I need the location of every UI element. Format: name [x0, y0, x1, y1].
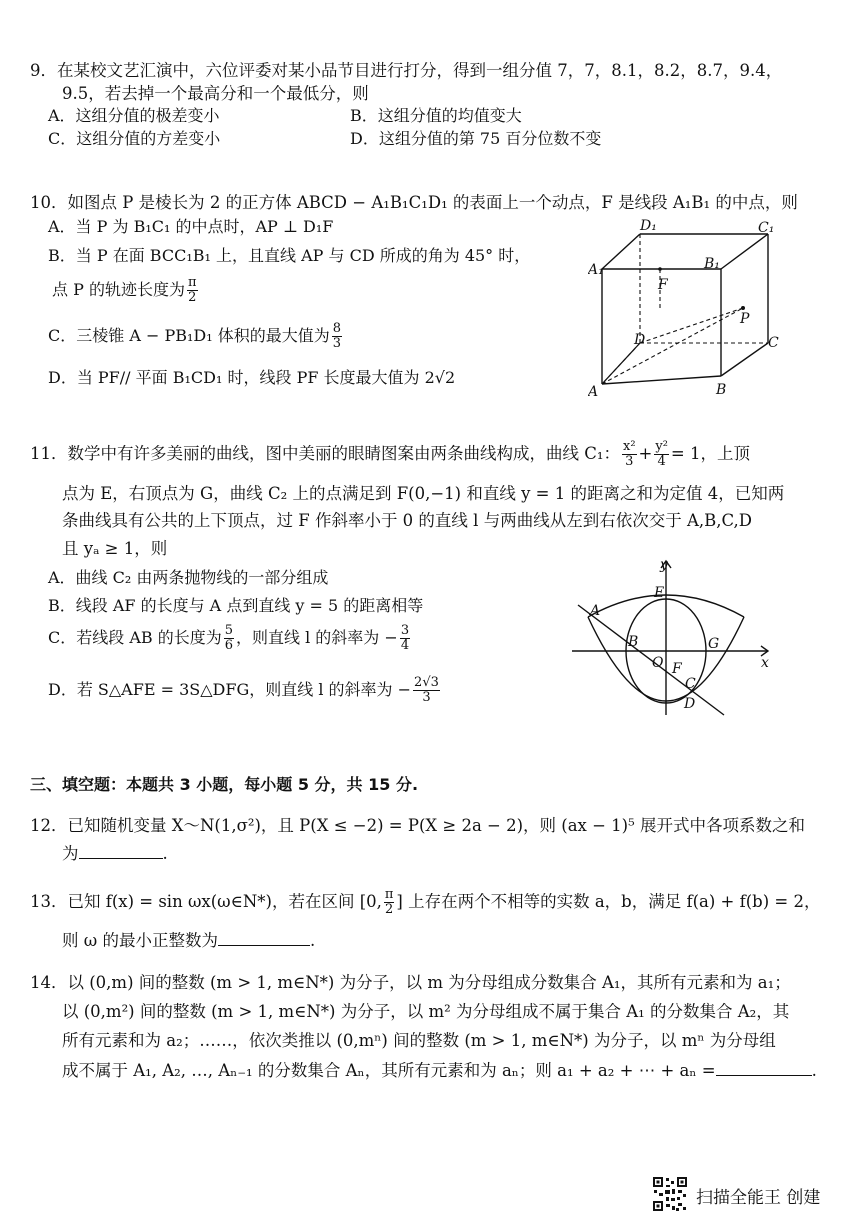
q11-stem-line2: 点为 E，右顶点为 G，曲线 C₂ 上的点满足到 F(0,−1) 和直线 y = 1 的距离之和为定值 4，已知两 [62, 484, 785, 503]
q11-c-num2: 3 [400, 623, 410, 638]
q10-option-a: A．当 P 为 B₁C₁ 的中点时，AP ⊥ D₁F [48, 217, 334, 236]
cube-figure [588, 216, 788, 401]
q13-fraction [384, 888, 395, 917]
q11-c-num: 5 [224, 623, 234, 638]
q11-d-fraction [413, 676, 440, 705]
q12-stem-line2 [62, 840, 168, 864]
q10-option-c [48, 322, 344, 351]
q12-period: . [162, 844, 168, 863]
section-3-heading: 三、填空题：本题共 3 小题，每小题 5 分，共 15 分. [30, 775, 419, 794]
eye-label-o: O [652, 655, 664, 671]
q14-stem-line4 [62, 1057, 817, 1081]
q11-option-a: A．曲线 C₂ 由两条抛物线的一部分组成 [48, 568, 329, 587]
q10-option-b-line1: B．当 P 在面 BCC₁B₁ 上，且直线 AP 与 CD 所成的角为 45° 时， [48, 246, 531, 265]
q9-option-c: C．这组分值的方差变小 [48, 129, 221, 148]
q9-option-d: D．这组分值的第 75 百分位数不变 [350, 129, 602, 148]
q9-stem-line1: 9．在某校文艺汇演中，六位评委对某小品节目进行打分，得到一组分值 7，7，8.1，8.2，8.7，9.4， [30, 61, 783, 80]
q14-line4-text: 成不属于 A₁, A₂, …, Aₙ₋₁ 的分数集合 Aₙ，其所有元素和为 aₙ；则 a₁ + a₂ + ⋯ + aₙ = [62, 1061, 716, 1080]
q11-stem-line4: 且 yₐ ≥ 1，则 [62, 539, 168, 558]
q10-option-d: D．当 PF// 平面 B₁CD₁ 时，线段 PF 长度最大值为 2√2 [48, 368, 456, 387]
q11-e-num2: y² [655, 439, 668, 454]
q11-c-fraction1 [224, 624, 234, 653]
q11-c-den: 6 [224, 638, 234, 653]
q11-option-c [48, 624, 412, 653]
eye-label-x: x [761, 655, 769, 671]
q14-stem-line3: 所有元素和为 a₂；……，依次类推以 (0,mⁿ) 间的整数 (m > 1, m∈N*) 为分子，以 mⁿ 为分母组 [62, 1031, 776, 1050]
edge-b1c1 [721, 234, 768, 269]
q13-stem-line1 [30, 888, 820, 917]
eye-label-e: E [654, 585, 665, 601]
q11-line1-text: 11．数学中有许多美丽的曲线，图中美丽的眼睛图案由两条曲线构成，曲线 C₁： [30, 444, 620, 463]
hidden-line-ap [602, 308, 743, 384]
q12-line2-text: 为 [62, 844, 79, 863]
eye-label-b: B [628, 634, 639, 650]
label-d: D [634, 332, 646, 348]
q11-d-den: 3 [422, 690, 431, 705]
q14-period: . [811, 1061, 817, 1080]
q10-option-b-text: 点 P 的轨迹长度为 [52, 280, 185, 299]
q13-period: . [309, 931, 316, 950]
q13-answer-blank[interactable] [218, 945, 310, 946]
q13-num: π [384, 887, 394, 902]
point-p [741, 306, 745, 310]
label-b: B [716, 382, 727, 398]
q11-stem-line1 [30, 440, 750, 469]
q10-c-num: 8 [332, 321, 342, 336]
q13-line2-text: 则 ω 的最小正整数为 [62, 931, 218, 950]
point-f [658, 267, 662, 271]
q9-option-a: A．这组分值的极差变小 [48, 106, 220, 125]
q11-e-den2: 4 [657, 454, 666, 469]
line-da-solid [602, 343, 640, 384]
qr-code-icon [652, 1176, 688, 1212]
scanner-watermark-text: 扫描全能王 创建 [696, 1188, 821, 1208]
q11-e-den1: 3 [625, 454, 634, 469]
q11-option-b: B．线段 AF 的长度与 A 点到直线 y = 5 的距离相等 [48, 596, 424, 615]
q10-stem: 10．如图点 P 是棱长为 2 的正方体 ABCD − A₁B₁C₁D₁ 的表面上一个动点，F 是线段 A₁B₁ 的中点，则 [30, 193, 798, 212]
q13-den: 2 [385, 902, 394, 917]
label-f: F [658, 277, 668, 293]
q13-stem-line2 [62, 927, 315, 951]
label-c1: C₁ [758, 220, 775, 236]
q13-post: ] 上存在两个不相等的实数 a，b，满足 f(a) + f(b) = 2， [396, 892, 821, 911]
q10-c-den: 3 [332, 336, 342, 351]
q11-e-num1: x² [622, 439, 636, 454]
q10-option-c-text: C．三棱锥 A − PB₁D₁ 体积的最大值为 [48, 326, 330, 345]
q11-stem-line3: 条曲线具有公共的上下顶点，过 F 作斜率小于 0 的直线 l 与两曲线从左到右依次交于 A,B,C,D [62, 511, 752, 530]
q10-option-b-line2 [52, 276, 200, 305]
edge-d1a1 [602, 234, 640, 269]
label-c: C [768, 335, 779, 351]
q12-stem-line1: 12．已知随机变量 X～N(1,σ²)，且 P(X ≤ −2) = P(X ≥ 2a − 2)，则 (ax − 1)⁵ 展开式中各项系数之和 [30, 816, 805, 835]
q10-option-b-fraction [187, 276, 198, 305]
q10-option-c-fraction [332, 322, 342, 351]
q14-stem-line2: 以 (0,m²) 间的整数 (m > 1, m∈N*) 为分子，以 m² 为分母组成不属于集合 A₁ 的分数集合 A₂，其 [62, 1002, 790, 1021]
q11-option-d [48, 676, 442, 705]
q12-answer-blank[interactable] [79, 858, 163, 859]
q13-pre: 13．已知 f(x) = sin ωx(ω∈N*)，若在区间 [0, [30, 892, 382, 911]
q11-line1-end: = 1，上顶 [670, 444, 750, 463]
label-a1: A₁ [588, 262, 604, 278]
q11-c-pre: C．若线段 AB 的长度为 [48, 628, 222, 647]
q11-c-den2: 4 [400, 638, 410, 653]
label-a: A [588, 384, 599, 400]
q11-ellipse-x-term [622, 440, 637, 469]
q11-plus: + [638, 444, 653, 463]
eye-label-y: y [660, 557, 668, 573]
q10-b-den: 2 [188, 290, 197, 305]
q10-b-num: π [187, 275, 197, 290]
eye-label-d: D [684, 696, 696, 712]
eye-label-f: F [672, 661, 682, 677]
q14-answer-blank[interactable] [716, 1075, 812, 1076]
q9-option-b: B．这组分值的均值变大 [350, 106, 522, 125]
label-b1: B₁ [704, 256, 720, 272]
eye-label-c: C [685, 676, 696, 692]
hidden-line-dp [640, 308, 743, 343]
q9-stem-line2: 9.5，若去掉一个最高分和一个最低分，则 [62, 84, 369, 103]
label-d1: D₁ [640, 218, 657, 234]
q11-c-fraction2 [400, 624, 410, 653]
q14-stem-line1: 14．以 (0,m) 间的整数 (m > 1, m∈N*) 为分子，以 m 为分母组成分数集合 A₁，其所有元素和为 a₁； [30, 973, 791, 992]
q11-d-pre: D．若 S△AFE = 3S△DFG，则直线 l 的斜率为 − [48, 680, 412, 699]
eye-label-a: A [590, 603, 601, 619]
q11-ellipse-y-term [654, 440, 669, 469]
edge-bc [721, 343, 768, 376]
q11-d-num: 2√3 [414, 675, 439, 690]
label-p: P [740, 311, 750, 327]
q11-c-post: ，则直线 l 的斜率为 − [236, 628, 398, 647]
eye-label-g: G [708, 636, 720, 652]
edge-ab [602, 376, 721, 384]
eye-figure [568, 555, 778, 723]
